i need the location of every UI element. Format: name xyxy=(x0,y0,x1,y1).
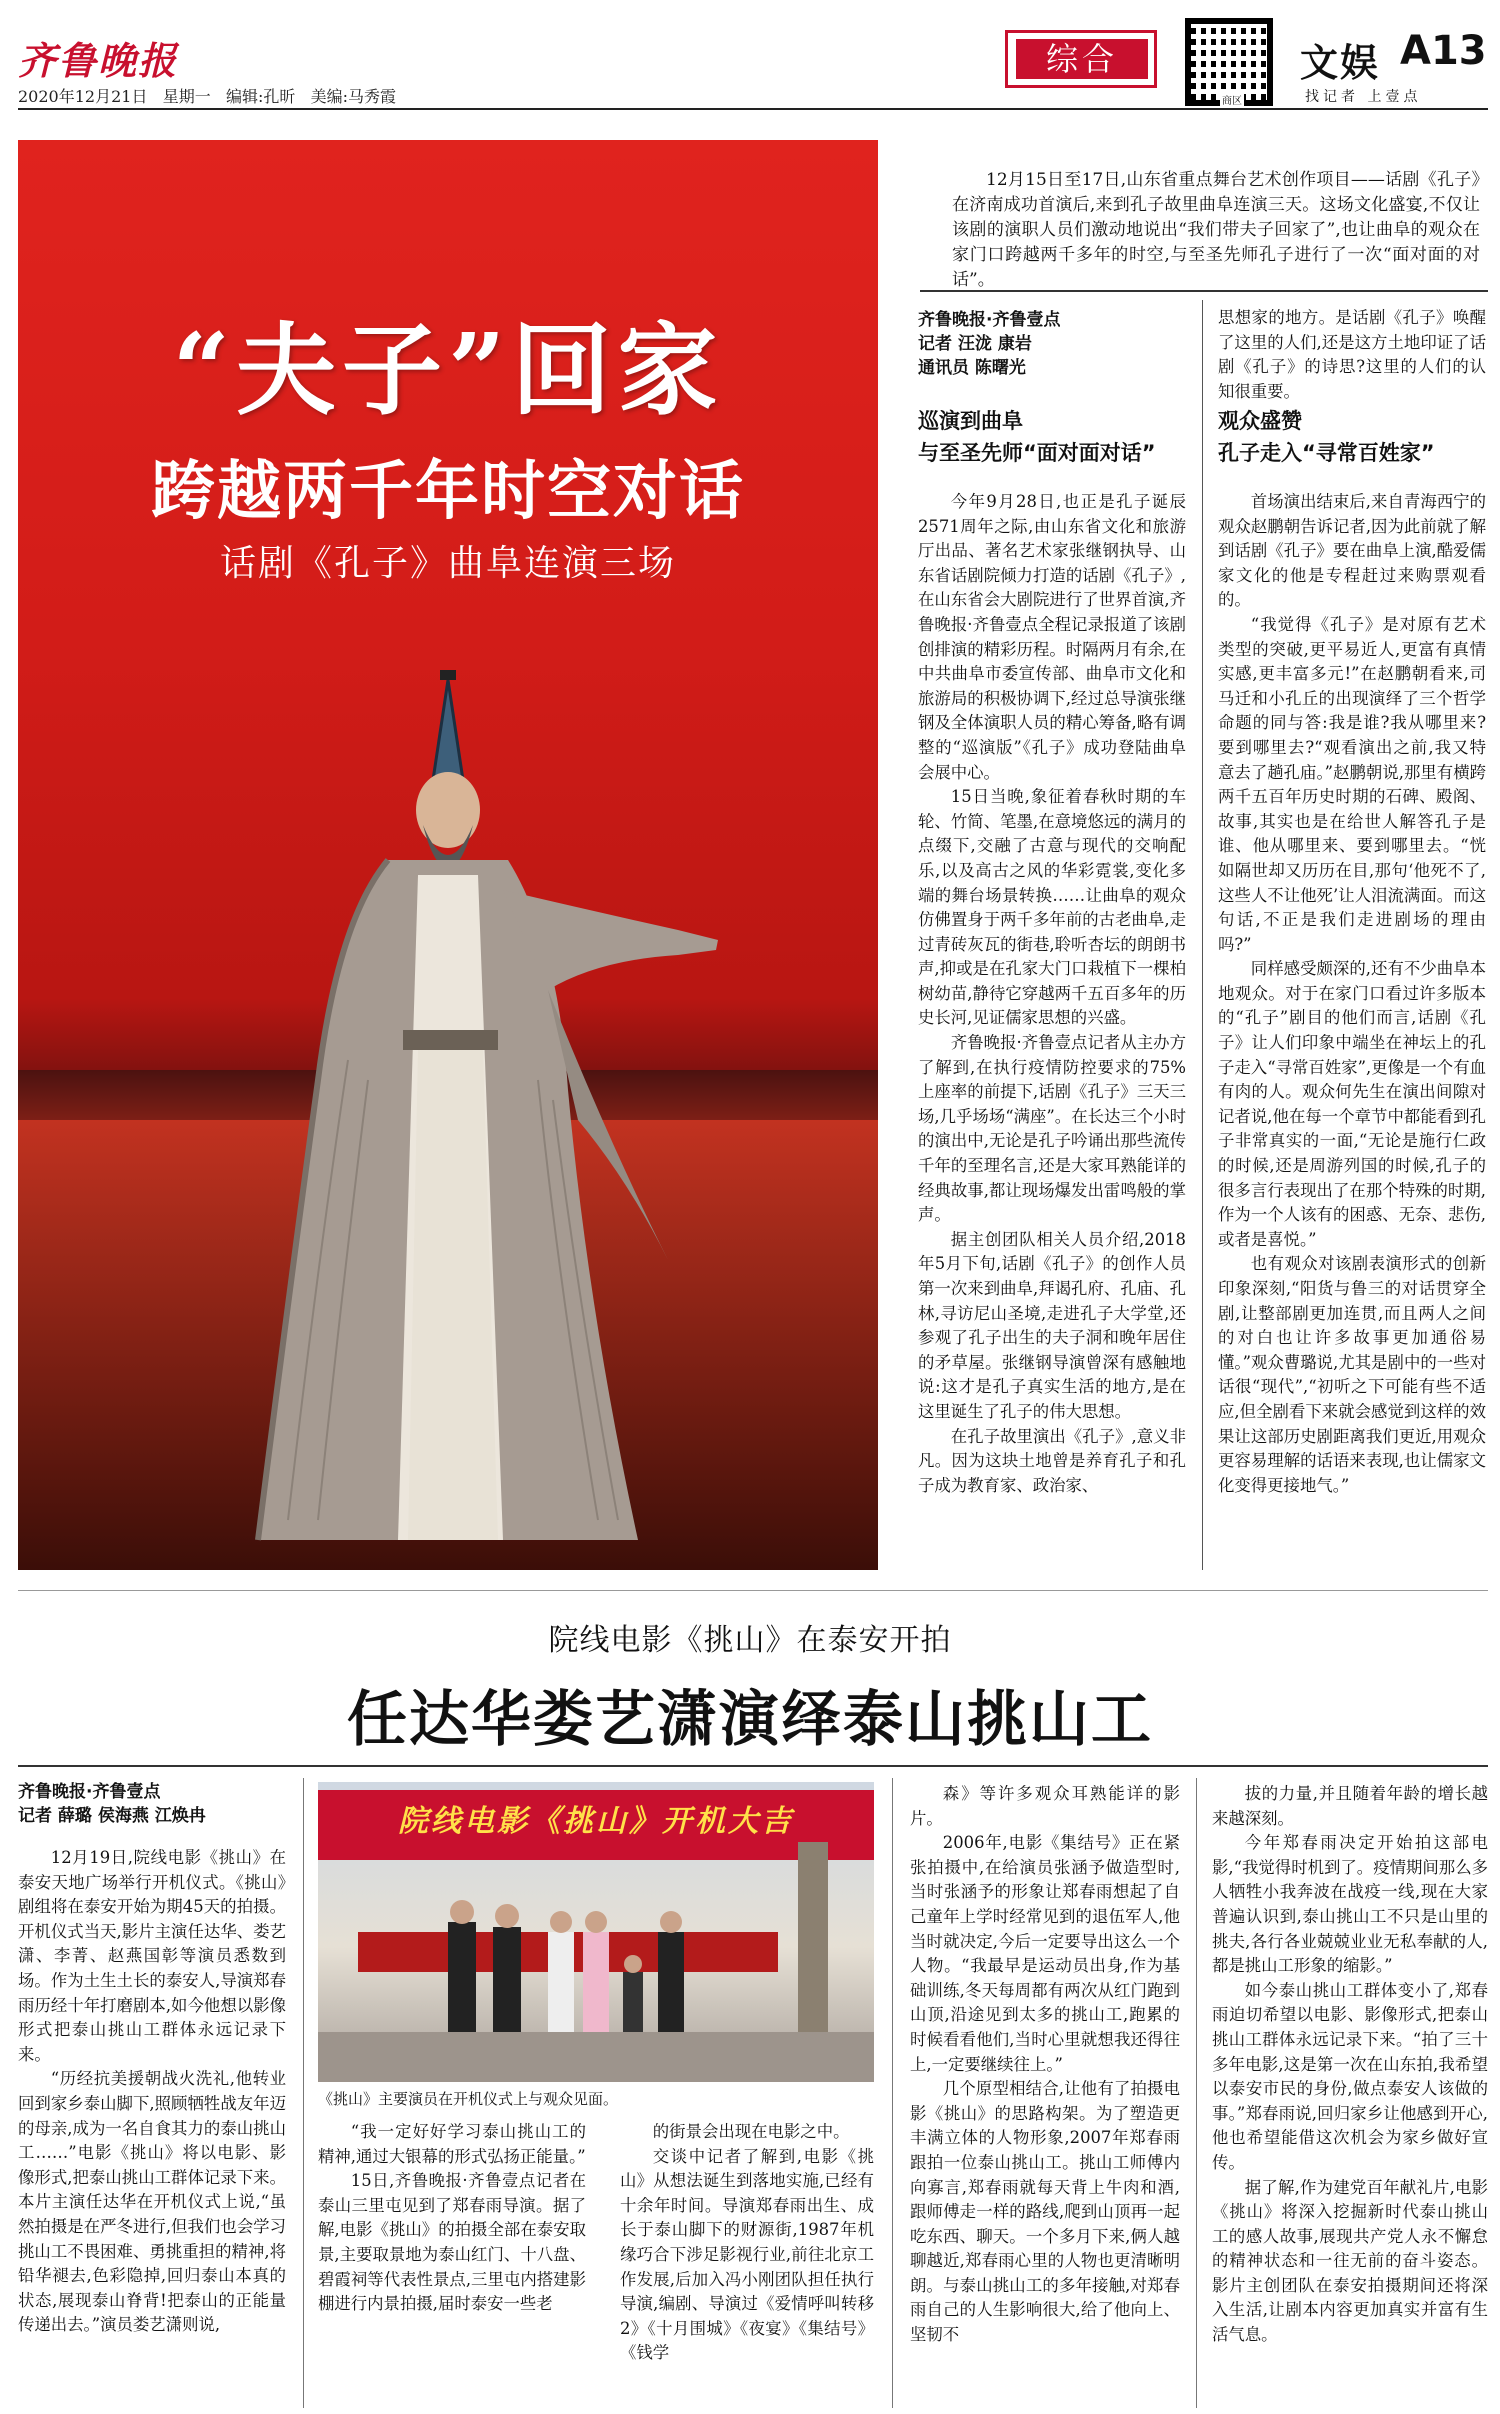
paragraph: 的街景会出现在电影之中。 xyxy=(652,2122,850,2141)
story2-column-4 xyxy=(910,1782,1180,2348)
story2-column-5 xyxy=(1212,1782,1488,2348)
date-line: 2020年12月21日 星期一 编辑:孔昕 美编:马秀霞 xyxy=(18,87,396,106)
story1-subhead-1 xyxy=(918,405,1186,469)
story2-byline xyxy=(18,1780,288,1828)
paragraph: 拔的力量,并且随着年龄的增长越来越深刻。 xyxy=(1212,1784,1488,1828)
story1-intro: 12月15日至17日,山东省重点舞台艺术创作项目——话剧《孔子》在济南成功首演后,来到孔子故里曲阜连演三天。这场文化盛宴,不仅让该剧的演职人员们激动地说出“我们带夫子回家了”,也让曲阜的观众在家门口跨越两千多年的时空,与至圣先师孔子进行了一次“面对面的对话”。 xyxy=(952,170,1480,290)
paragraph: “我一定好好学习泰山挑山工的精神,通过大银幕的形式弘扬正能量。” xyxy=(318,2122,586,2166)
subhead-line: 与至圣先师“面对面对话” xyxy=(918,441,1156,465)
editor-line: 找记者 上壹点 xyxy=(1305,89,1422,105)
column-divider xyxy=(1196,1778,1197,2408)
byline-line: 记者 薛璐 侯海燕 江焕冉 xyxy=(18,1806,206,1826)
hero-subtitle: 跨越两千年时空对话 xyxy=(151,454,745,529)
paragraph: 同样感受颇深的,还有不少曲阜本地观众。对于在家门口看过许多版本的“孔子”剧目的他们而言,话剧《孔子》让人们印象中端坐在神坛上的孔子走入“寻常百姓家”,更像是一个有血有肉的人。观众何先生在演出间隙对记者说,他在每一个章节中都能看到孔子非常真实的一面,“无论是施行仁政的时候,还是周游列国的时候,孔子的很多言行表现出了在那个特殊的时期,作为一个人该有的困惑、无奈、悲伤,或者是喜悦。” xyxy=(1218,959,1486,1249)
paragraph: 今年9月28日,也正是孔子诞辰2571周年之际,由山东省文化和旅游厅出品、著名艺术家张继钢执导、山东省话剧院倾力打造的话剧《孔子》,在山东省会大剧院进行了世界首演,齐鲁晚报·齐鲁壹点全程记录报道了该剧创排演的精彩历程。时隔两月有余,在中共曲阜市委宣传部、曲阜市文化和旅游局的积极协调下,经过总导演张继钢及全体演职人员的精心筹备,略有调整的“巡演版”《孔子》成功登陆曲阜会展中心。 xyxy=(918,492,1186,782)
paragraph: 在孔子故里演出《孔子》,意义非凡。因为这块土地曾是养育孔子和孔子成为教育家、政治家、 xyxy=(918,1426,1186,1495)
paragraph: 首场演出结束后,来自青海西宁的观众赵鹏朝告诉记者,因为此前就了解到话剧《孔子》要在曲阜上演,酷爱儒家文化的他是专程赶过来购票观看的。 xyxy=(1218,492,1486,610)
hero-tagline: 话剧《孔子》曲阜连演三场 xyxy=(219,543,676,584)
photo-caption: 《挑山》主要演员在开机仪式上与观众见面。 xyxy=(318,2090,619,2108)
story2-column-1 xyxy=(18,1846,286,2338)
paragraph: 据主创团队相关人员介绍,2018年5月下旬,话剧《孔子》的创作人员第一次来到曲阜,拜谒孔府、孔庙、孔林,寻访尼山圣境,走进孔子大学堂,还参观了孔子出生的夫子洞和晚年居住的矛草屋。张继钢导演曾深有感触地说:这才是孔子真实生活的地方,是在这里诞生了孔子的伟大思想。 xyxy=(918,1229,1186,1421)
column-divider xyxy=(892,1778,893,2408)
column-divider xyxy=(1202,300,1203,1570)
paragraph: 几个原型相结合,让他有了拍摄电影《挑山》的思路构架。为了塑造更丰满立体的人物形象,2007年郑春雨跟拍一位泰山挑山工。挑山工师傅内向寡言,郑春雨就每天背上牛肉和酒,跟师傅走一样的路线,爬到山顶再一起吃东西、聊天。一个多月下来,俩人越聊越近,郑春雨心里的人物也更清晰明朗。与泰山挑山工的多年接触,对郑春雨自己的人生影响很大,给了他向上、坚韧不 xyxy=(910,2079,1180,2345)
header-divider xyxy=(18,108,1488,110)
story2-column-3 xyxy=(620,2120,874,2366)
section-label: 综合 xyxy=(1016,39,1148,79)
photo-banner-text: 院线电影《挑山》开机大吉 xyxy=(398,1804,794,1839)
paragraph: 据了解,作为建党百年献礼片,电影《挑山》将深入挖掘新时代泰山挑山工的感人故事,展现共产党人永不懈怠的精神状态和一往无前的奋斗姿态。影片主创团队在泰安拍摄期间还将深入生活,让剧本内容更加真实并富有生活气息。 xyxy=(1212,2177,1488,2345)
byline-line: 齐鲁晚报·齐鲁壹点 xyxy=(18,1782,161,1802)
story1-subhead-2 xyxy=(1218,405,1486,469)
hero-photo xyxy=(18,140,878,1570)
paragraph: 今年郑春雨决定开始拍这部电影,“我觉得时机到了。疫情期间那么多人牺牲小我奔波在战疫一线,现在大家普遍认识到,泰山挑山工不只是山里的挑夫,各行各业兢兢业业无私奉献的人,都是挑山工形象的缩影。” xyxy=(1212,1833,1488,1976)
story1-column-2-top: 思想家的地方。是话剧《孔子》唤醒了这里的人们,还是这方土地印证了话剧《孔子》的诗思?这里的人们的认知很重要。 xyxy=(1218,308,1486,401)
paragraph: 如今泰山挑山工群体变小了,郑春雨迫切希望以电影、影像形式,把泰山挑山工群体永远记录下来。“拍了三十多年电影,这是第一次在山东拍,我希望以泰安市民的身份,做点泰安人该做的事。”郑春雨说,回归家乡让他感到开心,他也希望能借这次机会为家乡做好宣传。 xyxy=(1212,1980,1488,2172)
story1-byline xyxy=(918,308,1218,380)
paragraph: “历经抗美援朝战火洗礼,他转业回到家乡泰山脚下,照顾牺牲战友年迈的母亲,成为一名自食其力的泰山挑山工……”电影《挑山》将以电影、影像形式,把泰山挑山工群体记录下来。本片主演任达华在开机仪式上说,“虽然拍摄是在严冬进行,但我们也会学习挑山工不畏困难、勇挑重担的精神,将铅华褪去,色彩隐掉,回归泰山本真的状态,展现泰山脊背!把泰山的正能量传递出去。”演员娄艺潇则说, xyxy=(18,2069,286,2335)
story2-headline: 任达华娄艺潇演绎泰山挑山工 xyxy=(347,1685,1153,1755)
crowd-figures xyxy=(318,1782,874,2082)
column-divider xyxy=(303,1778,304,2408)
paragraph: 森》等许多观众耳熟能详的影片。 xyxy=(910,1784,1180,1828)
story2-column-2 xyxy=(318,2120,586,2317)
story2-kicker: 院线电影《挑山》在泰安开拍 xyxy=(548,1623,952,1658)
paragraph: 也有观众对该剧表演形式的创新印象深刻,“阳货与鲁三的对话贯穿全剧,让整部剧更加连贯,而且两人之间的对白也让许多故事更加通俗易懂。”观众曹璐说,尤其是剧中的一些对话很“现代”,“初听之下可能有些不适应,但全剧看下来就会感觉到这样的效果让这部历史剧距离我们更近,用观众更容易理解的话语来表现,也让儒家文化变得更接地气。” xyxy=(1218,1254,1486,1495)
ceremony-photo xyxy=(318,1782,874,2082)
section-divider xyxy=(18,1590,1488,1591)
subhead-line: 巡演到曲阜 xyxy=(918,409,1023,433)
paragraph: “我觉得《孔子》是对原有艺术类型的突破,更平易近人,更富有真情实感,更丰富多元!”在赵鹏朝看来,司马迁和小孔丘的出现演绎了三个哲学命题的同与答:我是谁?我从哪里来?要到哪里去?“观看演出之前,我又特意去了趟孔庙。”赵鹏朝说,那里有横跨两千五百年历史时期的石碑、殿阁、故事,其实也是在给世人解答孔子是谁、他从哪里来、要到哪里去。“恍如隔世却又历历在目,那句‘他死不了,这些人不让他死’让人泪流满面。而这句话,不正是我们走进剧场的理由吗?” xyxy=(1218,614,1486,954)
paragraph: 交谈中记者了解到,电影《挑山》从想法诞生到落地实施,已经有十余年时间。导演郑春雨出生、成长于泰山脚下的财源街,1987年机缘巧合下涉足影视行业,前往北京工作发展,后加入冯小刚团队担任执行导演,编剧、导演过《爱情呼叫转移2》《十月围城》《夜宴》《集结号》《钱学 xyxy=(620,2146,874,2363)
subhead-line: 孔子走入“寻常百姓家” xyxy=(1218,441,1435,465)
story1-column-2 xyxy=(1218,490,1486,1498)
byline-line: 齐鲁晚报·齐鲁壹点 xyxy=(918,310,1061,330)
actor-figure xyxy=(248,660,728,1560)
paragraph: 齐鲁晚报·齐鲁壹点记者从主办方了解到,在执行疫情防控要求的75%上座率的前提下,话剧《孔子》三天三场,几乎场场“满座”。在长达三个小时的演出中,无论是孔子吟诵出那些流传千年的至理名言,还是大家耳熟能详的经典故事,都让现场爆发出雷鸣般的掌声。 xyxy=(918,1033,1186,1225)
byline-line: 记者 汪泷 康岩 xyxy=(918,334,1032,354)
subhead-line: 观众盛赞 xyxy=(1218,409,1302,433)
newspaper-logo: 齐鲁晚报 xyxy=(18,38,179,83)
paragraph: 15日,齐鲁晚报·齐鲁壹点记者在泰山三里屯见到了郑春雨导演。据了解,电影《挑山》的拍摄全部在泰安取景,主要取景地为泰山红门、十八盘、碧霞祠等代表性景点,三里屯内搭建影棚进行内景拍摄,届时泰安一些老 xyxy=(318,2171,586,2314)
paragraph: 2006年,电影《集结号》正在紧张拍摄中,在给演员张涵予做造型时,当时张涵予的形象让郑春雨想起了自己童年上学时经常见到的退伍军人,他当时就决定,今后一定要导出这么一个人物。“我最早是运动员出身,作为基础训练,冬天每周都有两次从红门跑到山顶,沿途见到太多的挑山工,跑累的时候看看他们,当时心里就想我还得往上,一定要继续往上。” xyxy=(910,1833,1180,2074)
qr-label: 商区 xyxy=(1220,92,1244,107)
byline-line: 通讯员 陈曙光 xyxy=(918,358,1026,378)
page-number: A13 xyxy=(1400,28,1487,74)
paragraph: 15日当晚,象征着春秋时期的车轮、竹简、笔墨,在意境悠远的满月的点缀下,交融了古意与现代的交响配乐,以及高古之风的华彩霓裳,变化多端的舞台场景转换……让曲阜的观众仿佛置身于两千多年前的古老曲阜,走过青砖灰瓦的街巷,聆听杏坛的朗朗书声,抑或是在孔家大门口栽植下一棵柏树幼苗,静待它穿越两千五百多年的历史长河,见证儒家思想的兴盛。 xyxy=(918,787,1186,1028)
page-topic: 文娱 xyxy=(1300,40,1381,85)
section-tab xyxy=(1005,30,1157,88)
intro-divider xyxy=(920,290,1488,292)
paragraph: 12月19日,院线电影《挑山》在泰安天地广场举行开机仪式。《挑山》剧组将在泰安开始为期45天的拍摄。开机仪式当天,影片主演任达华、娄艺潇、李菁、赵燕国彰等演员悉数到场。作为土生土长的泰安人,导演郑春雨历经十年打磨剧本,如今他想以影像形式把泰山挑山工群体永远记录下来。 xyxy=(18,1848,286,2064)
story1-column-1 xyxy=(918,490,1186,1498)
hero-title: “夫子”回家 xyxy=(172,311,724,429)
headline-divider xyxy=(18,1765,1488,1767)
